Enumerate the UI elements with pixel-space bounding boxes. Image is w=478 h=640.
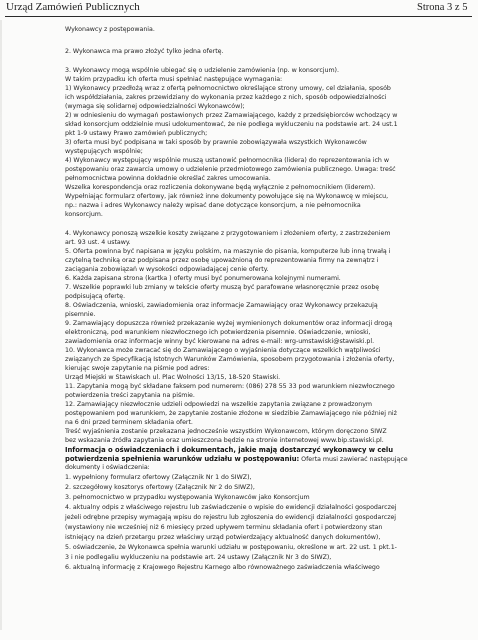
document-body — [65, 0, 475, 640]
document-line: 6. Każda zapisana strona (kartka ) oferty musi być ponumerowana kolejnymi numerami. — [65, 275, 341, 282]
document-line: 3) oferta musi być podpisana w taki sposób by prawnie zobowiązywała wszystkich Wykonawców — [65, 139, 367, 146]
document-line: 9. Zamawiający dopuszcza również przekazanie wyżej wymienionych dokumentów oraz informacji drogą — [65, 320, 393, 327]
document-line: kierując swoje zapytanie na piśmie pod adres: — [65, 365, 210, 372]
document-line: podpisującą ofertę. — [65, 293, 126, 300]
normal-text-part: Oferta musi zawierać następujące — [299, 456, 408, 463]
document-line: 3 i nie podlegaliu wykluczeniu na podstawie art. 24 ustawy (Załącznik Nr 3 do SIWZ), — [65, 554, 332, 561]
document-line: zaciągania zobowiązań w wysokości odpowiadającej cenie oferty. — [65, 266, 269, 273]
document-line: 6. aktualną informację z Krajowego Rejestru Karnego albo równoważnego zaświadczenia właściwego — [65, 564, 380, 571]
document-line: (wystawiony nie wcześniej niż 6 miesięcy przed upływem terminu składania ofert i potwierdzony stan — [65, 524, 383, 531]
document-line: ich współdziałania, zakres przewidziany do wykonania przez każdego z nich, sposób odpowiedzialności — [65, 94, 387, 101]
document-line: 11. Zapytania mogą być składane faksem pod numerem: (086) 278 55 33 pod warunkiem niezwłocznego — [65, 383, 395, 390]
document-line: 8. Oświadczenia, wnioski, zawiadomienia oraz informacje Zamawiający oraz Wykonawcy przekazują — [65, 302, 378, 309]
document-line: dokumenty i oświadczenia: — [65, 464, 150, 471]
document-line: potwierdzenia treści zapytania na piśmie. — [65, 392, 195, 399]
document-line — [65, 455, 408, 464]
document-line: pełnomocnictwa powinna dokładnie określać zakres umocowania. — [65, 175, 271, 182]
page-number: Strona 3 z 5 — [417, 2, 468, 13]
document-line: jeżeli odrębne przepisy wymagają wpisu do rejestru lub zgłoszenia do ewidencji działalności gospodarczej — [65, 514, 397, 521]
document-line: Wszelka korespondencja oraz rozliczenia dokonywane będą wyłącznie z pełnomocnikiem (liderem). — [65, 184, 376, 191]
document-line: Wykonawcy z postępowania. — [65, 26, 155, 33]
document-line: 3. Wykonawcy mogą wspólnie ubiegać się o udzielenie zamówienia (np. w konsorcjum). — [65, 67, 339, 74]
document-line: 5. Oferta powinna być napisana w języku polskim, na maszynie do pisania, komputerze lub inną trwałą i — [65, 248, 391, 255]
document-line: Wypełniając formularz ofertowy, jak również inne dokumenty powołujące się na Wykonawcę w miejscu, — [65, 193, 389, 200]
document-line: (wymaga się solidarnej odpowiedzialności Wykonawców); — [65, 103, 245, 110]
document-line: 2. szczegółowy kosztorys ofertowy (Załącznik Nr 2 do SIWZ), — [65, 484, 255, 491]
document-line: postępowaniu oraz zawarcia umowy o udzielenie przedmiotowego zamówienia publicznego. Uwaga: treść — [65, 166, 396, 173]
document-line: zawiadomienia oraz informacje winny być kierowane na adres e-mail: wrg-umstawiski@stawiski.pl. — [65, 338, 375, 345]
document-line: pkt 1-9 ustawy Prawo zamówień publicznych; — [65, 130, 208, 137]
document-line: 2) w odniesieniu do wymagań postawionych przez Zamawiającego, każdy z przedsiębiorców wchodzący w — [65, 112, 398, 119]
document-line: na 6 dni przed terminem składania ofert. — [65, 419, 193, 426]
document-line: skład konsorcjum oddzielnie musi udokumentować, że nie podlega wykluczeniu na podstawie art. 24 ust.1 — [65, 121, 398, 128]
document-line: postępowaniem pod warunkiem, że zapytanie zostanie złożone w siedzibie Zamawiającego nie później niż — [65, 410, 397, 417]
bold-heading-part: potwierdzenia spełnienia warunków udziału w postępowaniu: — [65, 455, 300, 463]
document-line: np.: nazwa i adres Wykonawcy należy wpisać dane dotyczące konsorcjum, a nie pełnomocnika — [65, 202, 361, 209]
document-line: istniejący na dzień przetargu przez właściwy urząd potwierdzający aktualność danych dokumentów), — [65, 534, 381, 541]
header-title: Urząd Zamówień Publicznych — [6, 1, 140, 13]
document-line: art. 93 ust. 4 ustawy. — [65, 239, 131, 246]
document-line: występujących wspólnie; — [65, 148, 143, 155]
document-line: 7. Wszelkie poprawki lub zmiany w tekście oferty muszą być parafowane własnoręcznie przez osobę — [65, 284, 380, 291]
document-line: 4. aktualny odpis z właściwego rejestru lub zaświadczenie o wpisie do ewidencji działalności gospodarczej — [65, 504, 397, 511]
document-line: czytelną techniką oraz podpisana przez osobę upoważnioną do reprezentowania firmy na zewnątrz i — [65, 257, 379, 264]
document-line: W takim przypadku ich oferta musi spełniać następujące wymagania: — [65, 76, 283, 83]
scan-edge — [0, 20, 2, 630]
document-line: 4) Wykonawcy występujący wspólnie muszą ustanowić pełnomocnika (lidera) do reprezentowania ich w — [65, 157, 389, 164]
document-line: pisemnie. — [65, 311, 96, 318]
document-line: związanych ze Specyfikacją Istotnych Warunków Zamówienia, sposobem przygotowania i złożenia oferty, — [65, 356, 395, 363]
document-line: elektroniczną, pod warunkiem niezwłocznego ich potwierdzenia pisemnie. Oświadczenie, wnioski, — [65, 329, 371, 336]
document-line: Urząd Miejski w Stawiskach ul. Plac Wolności 13/15, 18-520 Stawiski. — [65, 374, 281, 381]
document-line: 2. Wykonawca ma prawo złożyć tylko jedna ofertę. — [65, 48, 224, 55]
document-line: 1. wypełniony formularz ofertowy (Załącznik Nr 1 do SIWZ), — [65, 474, 252, 481]
document-line: bez wskazania źródła zapytania oraz umieszczona będzie na stronie internetowej www.bip.stawiski.pl. — [65, 437, 384, 444]
document-line: Treść wyjaśnienia zostanie przekazana jednocześnie wszystkim Wykonawcom, którym doręczono SIWZ — [65, 428, 387, 435]
document-line: 5. oświadczenie, że Wykonawca spełnia warunki udziału w postępowaniu, określone w art. 22 ust. 1 pkt.1- — [65, 544, 397, 551]
document-line: 4. Wykonawcy ponoszą wszelkie koszty związane z przygotowaniem i złożeniem oferty, z zastrzeżeniem — [65, 230, 391, 237]
document-line: Informacja o oświadczeniach i dokumentach, jakie mają dostarczyć wykonawcy w celu — [65, 446, 394, 454]
document-line: 1) Wykonawcy przedłożą wraz z ofertą pełnomocnictwo określające strony umowy, cel działania, sposób — [65, 85, 391, 92]
document-line: 12. Zamawiający niezwłocznie udzieli odpowiedzi na wszelkie zapytania związane z prowadzonym — [65, 401, 373, 408]
document-line: konsorcjum. — [65, 211, 103, 218]
document-line: 3. pełnomocnictwo w przypadku występowania Wykonawców jako Konsorcjum — [65, 494, 310, 501]
document-line: 10. Wykonawca może zwracać się do Zamawiającego o wyjaśnienia dotyczące wszelkich wątpliwości — [65, 347, 381, 354]
